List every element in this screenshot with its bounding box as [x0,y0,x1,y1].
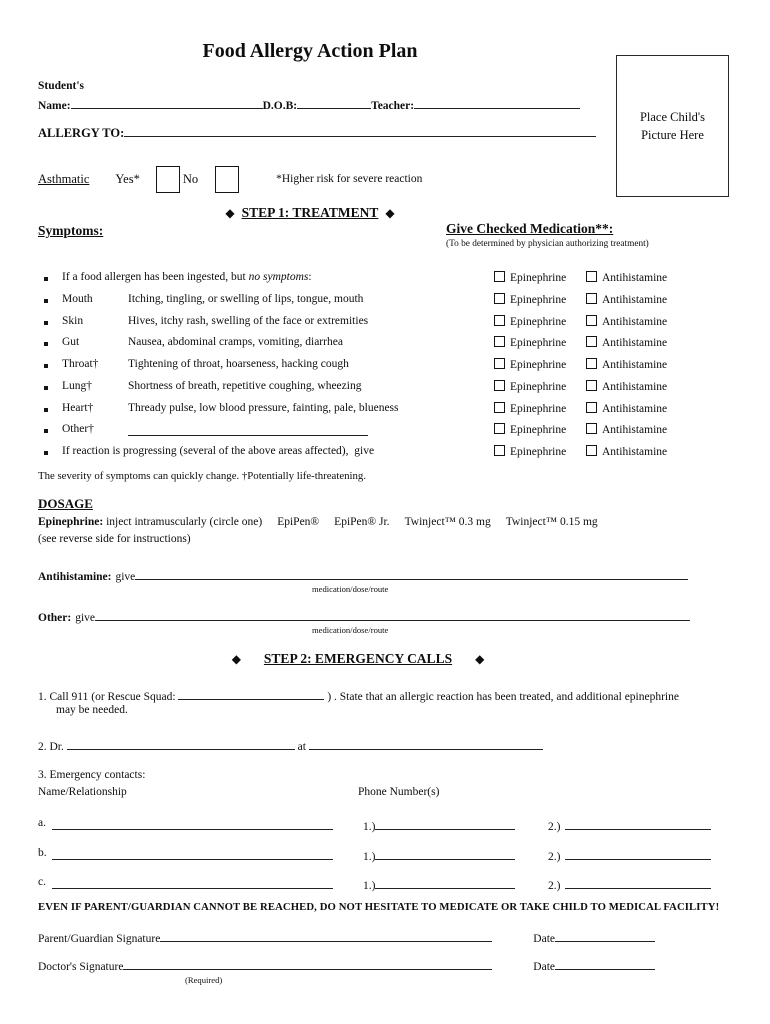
phone-numbers-header: Phone Number(s) [358,786,440,798]
antihistamine-label: Antihistamine [602,337,668,350]
epinephrine-cell [494,315,566,328]
at-label: at [297,741,306,753]
epinephrine-cell [494,358,566,371]
symptom-description [128,423,368,439]
epinephrine-checkbox[interactable] [494,402,505,413]
call-911-prefix: 1. Call 911 (or Rescue Squad: [38,691,176,703]
antihistamine-label: Antihistamine [602,402,668,415]
doctor-signature-label: Doctor's Signature [38,961,124,973]
symptom-area-label: Throat† [62,358,99,370]
phone2-label: 2.) [548,821,561,833]
antihistamine-cell [586,380,667,393]
epinephrine-label: Epinephrine [510,272,567,284]
phone1-label: 1.) [363,821,376,833]
dosage-option[interactable]: Twinject™ 0.3 mg [404,516,491,528]
asthmatic-label: Asthmatic [38,171,90,186]
contact-row [38,843,740,873]
antihistamine-label: Antihistamine [602,359,668,371]
symptom-description: Hives, itchy rash, swelling of the face or extremities [128,314,369,327]
call-911-row [38,687,679,703]
epinephrine-dosage-text: inject intramuscularly (circle one) [106,516,263,528]
antihistamine-checkbox[interactable] [586,271,597,282]
contact-name-field[interactable] [52,817,333,830]
symptom-row [38,358,740,380]
date-label: Date [533,933,555,945]
symptom-area-label: Gut [62,336,80,349]
epinephrine-checkbox[interactable] [494,336,505,347]
doctor-date-field[interactable] [555,957,655,970]
give-label: give [75,612,96,624]
dosage-option[interactable]: EpiPen® Jr. [334,516,390,528]
epinephrine-cell [494,445,566,458]
bullet-icon [44,429,48,433]
epinephrine-label: Epinephrine [510,315,567,328]
allergy-to-row [38,124,596,141]
step2-heading-text: STEP 2: EMERGENCY CALLS [263,651,453,666]
call-911-suffix: ) . State that an allergic reaction has been treated, and additional epinephrine [327,691,679,703]
antihistamine-label: Antihistamine [602,293,668,306]
other-symptom-field[interactable] [128,423,368,436]
phone2-field[interactable] [565,876,711,889]
antihistamine-checkbox[interactable] [586,358,597,369]
phone2-cell [548,817,711,833]
antihistamine-label: Antihistamine [602,380,668,393]
dob-field[interactable] [297,96,371,109]
epinephrine-checkbox[interactable] [494,315,505,326]
contact-name-field[interactable] [52,876,333,889]
medication-dose-route-caption: medication/dose/route [312,584,389,594]
epinephrine-label: Epinephrine [510,359,567,371]
phone2-field[interactable] [565,817,711,830]
symptom-row [38,315,740,337]
contact-letter-label: a. [38,817,46,829]
epinephrine-cell [494,271,566,284]
asthmatic-no-checkbox[interactable] [215,166,239,193]
antihistamine-dosage-label: Antihistamine: [38,571,112,583]
phone1-cell [363,876,515,892]
dosage-heading: DOSAGE [38,496,93,511]
dr-label: 2. Dr. [38,741,64,753]
bullet-icon [44,342,48,346]
epinephrine-checkbox[interactable] [494,380,505,391]
child-picture-placeholder[interactable] [616,55,729,197]
symptom-row [38,423,740,445]
epinephrine-label: Epinephrine [510,424,567,437]
antihistamine-checkbox[interactable] [586,445,597,456]
picture-placeholder-label: Place Child's Picture Here [639,109,706,142]
severity-note: The severity of symptoms can quickly change. †Potentially life-threatening. [38,470,367,482]
phone2-cell [548,847,711,863]
symptom-row [38,380,740,402]
emergency-contacts-label: 3. Emergency contacts: [38,769,146,781]
asthmatic-no-label: No [182,171,199,186]
required-caption: (Required) [185,975,223,985]
epinephrine-checkbox[interactable] [494,423,505,434]
symptom-description: Nausea, abdominal cramps, vomiting, diarrhea [128,336,343,349]
other-dosage-label: Other: [38,612,72,624]
diamond-icon: ◆ [231,652,241,666]
name-relationship-header: Name/Relationship [38,786,127,798]
epinephrine-cell [494,402,566,415]
dosage-option[interactable]: EpiPen® [277,516,320,528]
antihistamine-cell [586,315,667,328]
bullet-icon [44,277,48,281]
epinephrine-cell [494,380,566,393]
parent-signature-row [38,929,655,945]
antihistamine-label: Antihistamine [602,424,668,437]
step2-heading [38,651,678,667]
symptom-row [38,445,740,467]
phone2-cell [548,876,711,892]
name-dob-teacher-row [38,96,580,112]
contact-rows [38,813,740,902]
other-dose-field[interactable] [95,608,690,621]
antihistamine-cell [586,402,667,415]
symptom-row [38,293,740,315]
phone1-field[interactable] [375,847,515,860]
rescue-squad-field[interactable] [178,687,324,700]
page-title: Food Allergy Action Plan [202,40,418,62]
antihistamine-cell [586,423,667,436]
epinephrine-label: Epinephrine [510,293,567,306]
antihistamine-label: Antihistamine [602,272,668,284]
step1-heading-text: STEP 1: TREATMENT [241,205,379,220]
teacher-field[interactable] [414,96,580,109]
antihistamine-cell [586,445,667,458]
doctor-name-field[interactable] [67,737,295,750]
phone1-field[interactable] [375,817,515,830]
symptom-description: Tightening of throat, hoarseness, hacking cough [128,358,349,370]
phone1-label: 1.) [363,880,376,893]
teacher-label: Teacher: [371,100,415,112]
antihistamine-dosage-row [38,567,688,583]
epinephrine-dosage-row [38,516,598,528]
parent-date-field[interactable] [555,929,655,942]
symptom-description: Shortness of breath, repetitive coughing, wheezing [128,379,362,392]
antihistamine-cell [586,336,667,349]
epinephrine-cell [494,336,566,349]
antihistamine-cell [586,358,667,371]
medication-dose-route-caption: medication/dose/route [312,625,389,635]
contact-letter-label: b. [38,846,47,859]
bullet-icon [44,451,48,455]
diamond-icon: ◆ [475,652,485,666]
contact-row [38,872,740,902]
other-dosage-row [38,608,690,624]
contact-row [38,813,740,843]
symptom-area-label: Heart† [62,401,94,414]
symptom-area-label: Lung† [62,379,93,392]
diamond-icon: ◆ [385,206,395,220]
phone1-cell [363,847,515,863]
epinephrine-label: Epinephrine [510,337,567,350]
date-label: Date [533,961,555,973]
epinephrine-options [262,516,597,528]
phone1-label: 1.) [363,850,376,863]
asthmatic-yes-label: Yes* [115,171,140,186]
diamond-icon: ◆ [225,206,235,220]
epinephrine-label: Epinephrine [510,380,567,393]
call-911-continued: may be needed. [56,704,128,716]
give-label: give [115,571,136,583]
symptom-description: If a food allergen has been ingested, but no symptoms: [62,271,312,283]
parent-signature-field[interactable] [160,929,492,942]
doctor-phone-field[interactable] [309,737,543,750]
parent-signature-label: Parent/Guardian Signature [38,933,161,945]
epinephrine-checkbox[interactable] [494,445,505,456]
epinephrine-label: Epinephrine [510,446,567,458]
antihistamine-label: Antihistamine [602,315,668,328]
antihistamine-checkbox[interactable] [586,315,597,326]
see-reverse-note: (see reverse side for instructions) [38,533,191,545]
bullet-icon [44,364,48,368]
phone2-label: 2.) [548,850,561,863]
phone1-cell [363,817,515,833]
epinephrine-label: Epinephrine [510,402,567,415]
antihistamine-checkbox[interactable] [586,402,597,413]
higher-risk-note: *Higher risk for severe reaction [276,173,423,185]
bullet-icon [44,321,48,325]
symptom-rows [38,271,740,467]
bullet-icon [44,299,48,303]
antihistamine-checkbox[interactable] [586,380,597,391]
name-label: Name: [38,100,71,112]
medicate-warning: EVEN IF PARENT/GUARDIAN CANNOT BE REACHED, DO NOT HESITATE TO MEDICATE OR TAKE CHILD TO MEDICAL FACILITY! [38,901,720,913]
phone2-field[interactable] [565,847,711,860]
epinephrine-cell [494,293,566,306]
step1-heading [0,205,620,221]
asthmatic-row [38,165,422,193]
antihistamine-checkbox[interactable] [586,423,597,434]
allergy-to-label: ALLERGY TO: [38,126,125,140]
antihistamine-checkbox[interactable] [586,293,597,304]
contact-letter-label: c. [38,876,46,889]
antihistamine-label: Antihistamine [602,446,668,458]
symptom-area-label: Skin [62,314,84,327]
symptom-row [38,271,740,293]
antihistamine-dose-field[interactable] [135,567,688,580]
symptom-description: Itching, tingling, or swelling of lips, tongue, mouth [128,292,364,305]
asthmatic-yes-checkbox[interactable] [156,166,180,193]
epinephrine-checkbox[interactable] [494,358,505,369]
symptom-row [38,336,740,358]
epinephrine-checkbox[interactable] [494,271,505,282]
dosage-option[interactable]: Twinject™ 0.15 mg [505,516,598,528]
bullet-icon [44,386,48,390]
antihistamine-checkbox[interactable] [586,336,597,347]
medication-note: (To be determined by physician authorizing treatment) [446,239,649,249]
symptom-description: Thready pulse, low blood pressure, fainting, pale, blueness [128,401,399,414]
epinephrine-cell [494,423,566,436]
epinephrine-dosage-label: Epinephrine: [38,516,104,528]
symptom-area-label: Mouth [62,292,93,305]
antihistamine-cell [586,271,667,284]
allergy-to-field[interactable] [124,124,596,137]
symptoms-heading: Symptoms: [38,223,104,238]
phone1-field[interactable] [375,876,515,889]
dob-label: D.O.B: [262,100,298,112]
doctor-signature-field[interactable] [123,957,492,970]
symptom-row [38,402,740,424]
bullet-icon [44,408,48,412]
epinephrine-checkbox[interactable] [494,293,505,304]
antihistamine-cell [586,293,667,306]
give-checked-medication-heading: Give Checked Medication**: [446,221,614,236]
phone2-label: 2.) [548,880,561,893]
symptom-area-label: Other† [62,423,94,436]
doctor-call-row [38,737,543,753]
students-label: Student's [38,80,85,92]
symptom-description: If reaction is progressing (several of the above areas affected), give [62,445,375,457]
doctor-signature-row [38,957,655,973]
contact-name-field[interactable] [52,847,333,860]
name-field[interactable] [71,96,263,109]
